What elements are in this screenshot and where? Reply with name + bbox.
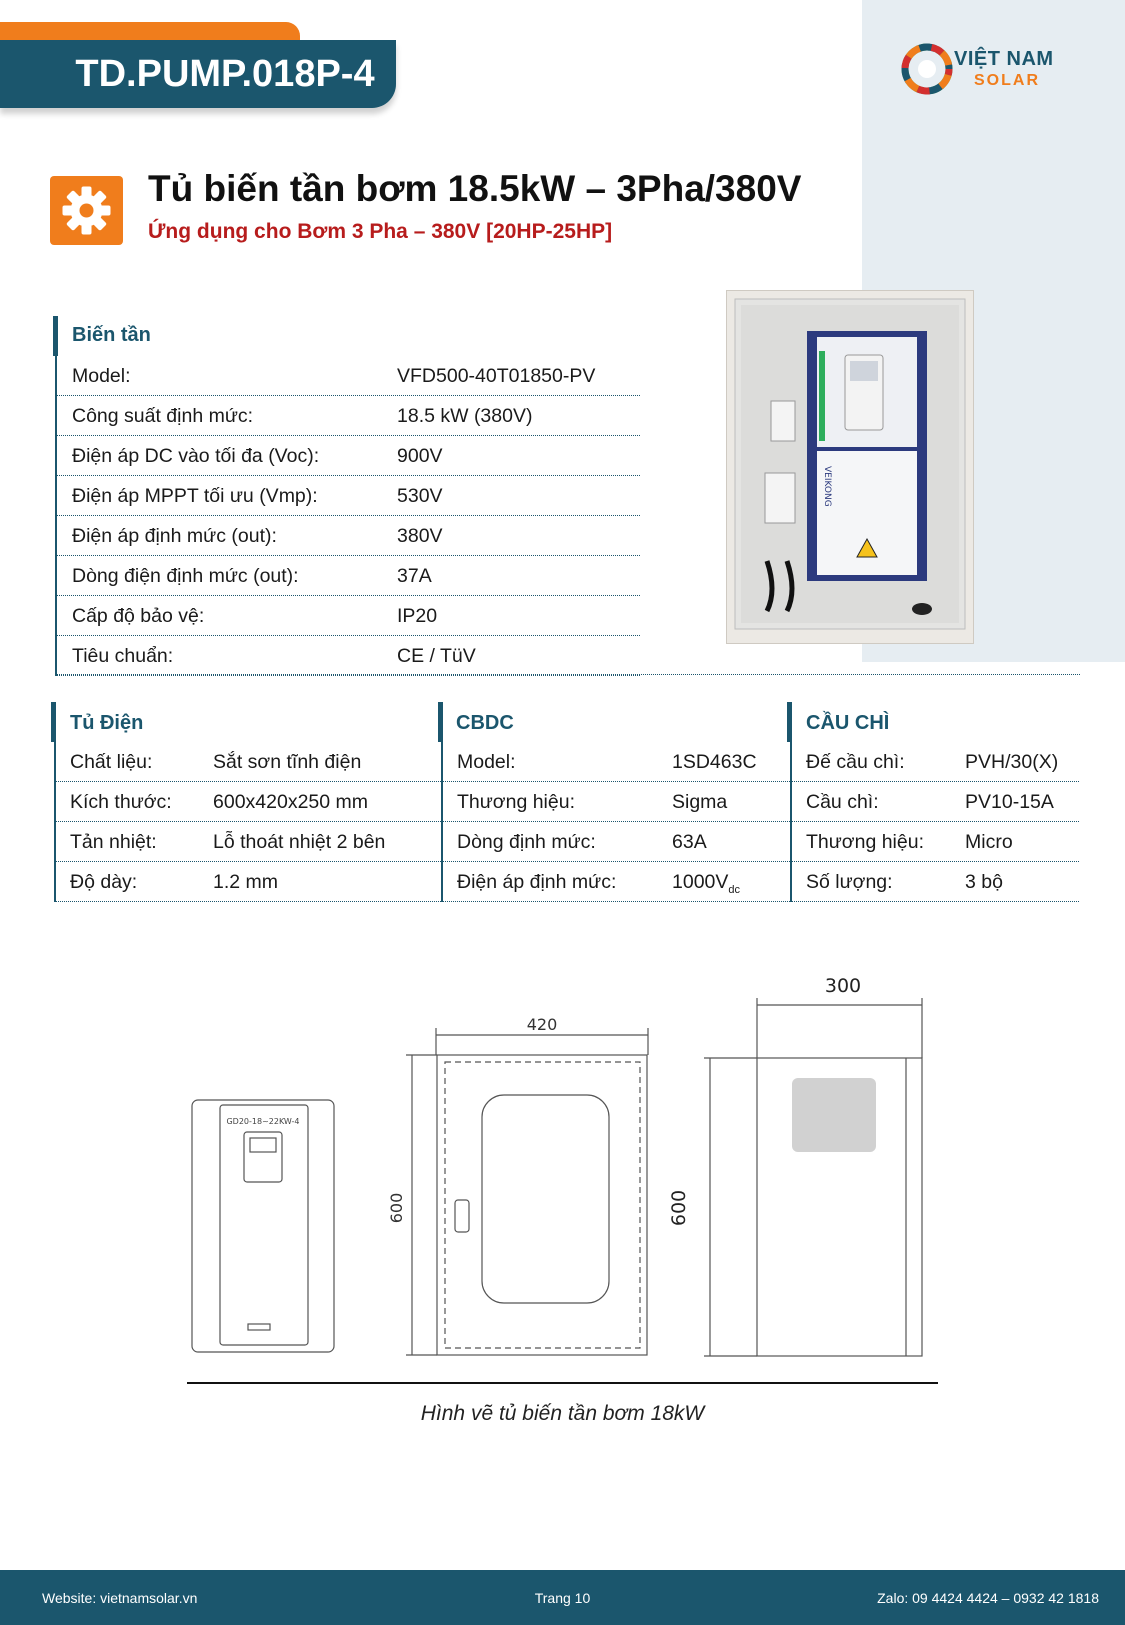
row-label: Tiêu chuẩn: (72, 645, 174, 667)
table-row (791, 862, 1079, 902)
row-label: Dòng điện định mức (out): (72, 565, 299, 587)
row-label: Thương hiệu: (457, 791, 575, 813)
row-label: Model: (72, 365, 131, 387)
section-heading-cau-chi: CẦU CHÌ (806, 712, 890, 734)
row-label: Công suất định mức: (72, 405, 254, 427)
company-logo (900, 38, 1070, 100)
row-value: Lỗ thoát nhiệt 2 bên (213, 831, 386, 853)
section-marker (51, 702, 56, 742)
table-row (55, 862, 441, 902)
product-photo (726, 290, 974, 644)
row-label: Cầu chì: (806, 791, 879, 813)
side-width-dimension: 300 (824, 975, 862, 997)
section-divider (55, 674, 1080, 675)
page-footer (0, 1570, 1125, 1625)
section-marker (787, 702, 792, 742)
side-height-dimension: 600 (668, 1189, 690, 1227)
footer-website: Website: vietnamsolar.vn (42, 1590, 198, 1606)
inverter-model-label: GD20-18~22KW-4 (226, 1117, 300, 1126)
table-row (57, 516, 640, 556)
section-heading-tu-dien: Tủ Điện (70, 712, 144, 734)
logo-text-1: VIỆT NAM (954, 48, 1054, 70)
table-row (791, 782, 1079, 822)
row-label: Điện áp định mức: (457, 871, 617, 893)
row-value: 18.5 kW (380V) (397, 405, 533, 427)
row-value: IP20 (397, 605, 438, 627)
row-value: 530V (397, 485, 443, 507)
row-value: 63A (672, 831, 707, 853)
row-value: 1.2 mm (213, 871, 279, 893)
table-row (55, 742, 441, 782)
table-row (57, 556, 640, 596)
row-value: 3 bộ (965, 871, 1003, 893)
photo-brand-label: VEIKONG (822, 466, 832, 507)
table-row (57, 396, 640, 436)
row-value: Micro (965, 831, 1013, 853)
footer-page-number: Trang 10 (534, 1590, 591, 1606)
front-height-dimension: 600 (387, 1192, 406, 1224)
row-value: 900V (397, 445, 443, 467)
unit-subscript: dc (728, 883, 741, 896)
row-label: Thương hiệu: (806, 831, 924, 853)
gear-icon (50, 176, 123, 245)
table-row (442, 742, 790, 782)
table-row (57, 436, 640, 476)
row-label: Tản nhiệt: (70, 831, 157, 853)
row-label: Model: (457, 751, 516, 773)
footer-contact: Zalo: 09 4424 4424 – 0932 42 1818 (877, 1590, 1099, 1606)
row-value: $1000V_{dc}$ (672, 871, 741, 896)
row-value: 37A (397, 565, 432, 587)
row-value: PV10-15A (965, 791, 1054, 813)
product-code: TD.PUMP.018P-4 (0, 40, 396, 108)
table-row (57, 636, 640, 676)
row-value: 600x420x250 mm (213, 791, 369, 813)
row-label: Đế cầu chì: (806, 751, 905, 773)
row-label: Điện áp DC vào tối đa (Voc): (72, 445, 320, 467)
row-value: VFD500-40T01850-PV (397, 365, 596, 387)
row-value: PVH/30(X) (965, 751, 1059, 773)
table-row (57, 356, 640, 396)
table-row (442, 862, 790, 902)
row-label: Điện áp định mức (out): (72, 525, 277, 547)
table-row (55, 782, 441, 822)
page-subtitle: Ứng dụng cho Bơm 3 Pha – 380V [20HP-25HP] (148, 220, 613, 243)
row-label: Điện áp MPPT tối ưu (Vmp): (72, 485, 318, 507)
row-value: Sigma (672, 791, 728, 813)
row-label: Chất liệu: (70, 751, 153, 773)
table-row (442, 782, 790, 822)
section-heading-bien-tan: Biến tần (72, 324, 151, 346)
table-row (791, 742, 1079, 782)
row-value: 1SD463C (672, 751, 757, 773)
section-marker (53, 316, 58, 356)
drawing-caption: Hình vẽ tủ biến tần bơm 18kW (420, 1402, 705, 1425)
table-row (57, 596, 640, 636)
row-label: Cấp độ bảo vệ: (72, 605, 205, 627)
table-row (57, 476, 640, 516)
row-label: Độ dày: (70, 871, 138, 893)
section-heading-cbdc: CBDC (456, 712, 514, 734)
row-value: Sắt sơn tĩnh điện (213, 751, 362, 773)
table-row (791, 822, 1079, 862)
logo-text-2: SOLAR (974, 72, 1040, 89)
table-row (442, 822, 790, 862)
front-width-dimension: 420 (526, 1015, 558, 1034)
row-value: CE / TüV (397, 645, 476, 667)
page-title: Tủ biến tần bơm 18.5kW – 3Pha/380V (148, 168, 802, 209)
row-label: Kích thước: (70, 791, 172, 813)
row-label: Số lượng: (806, 871, 893, 893)
technical-drawing (180, 960, 940, 1390)
logo-sun-icon (900, 42, 954, 96)
section-marker (438, 702, 443, 742)
table-row (55, 822, 441, 862)
row-label: Dòng định mức: (457, 831, 596, 853)
row-value: 380V (397, 525, 443, 547)
